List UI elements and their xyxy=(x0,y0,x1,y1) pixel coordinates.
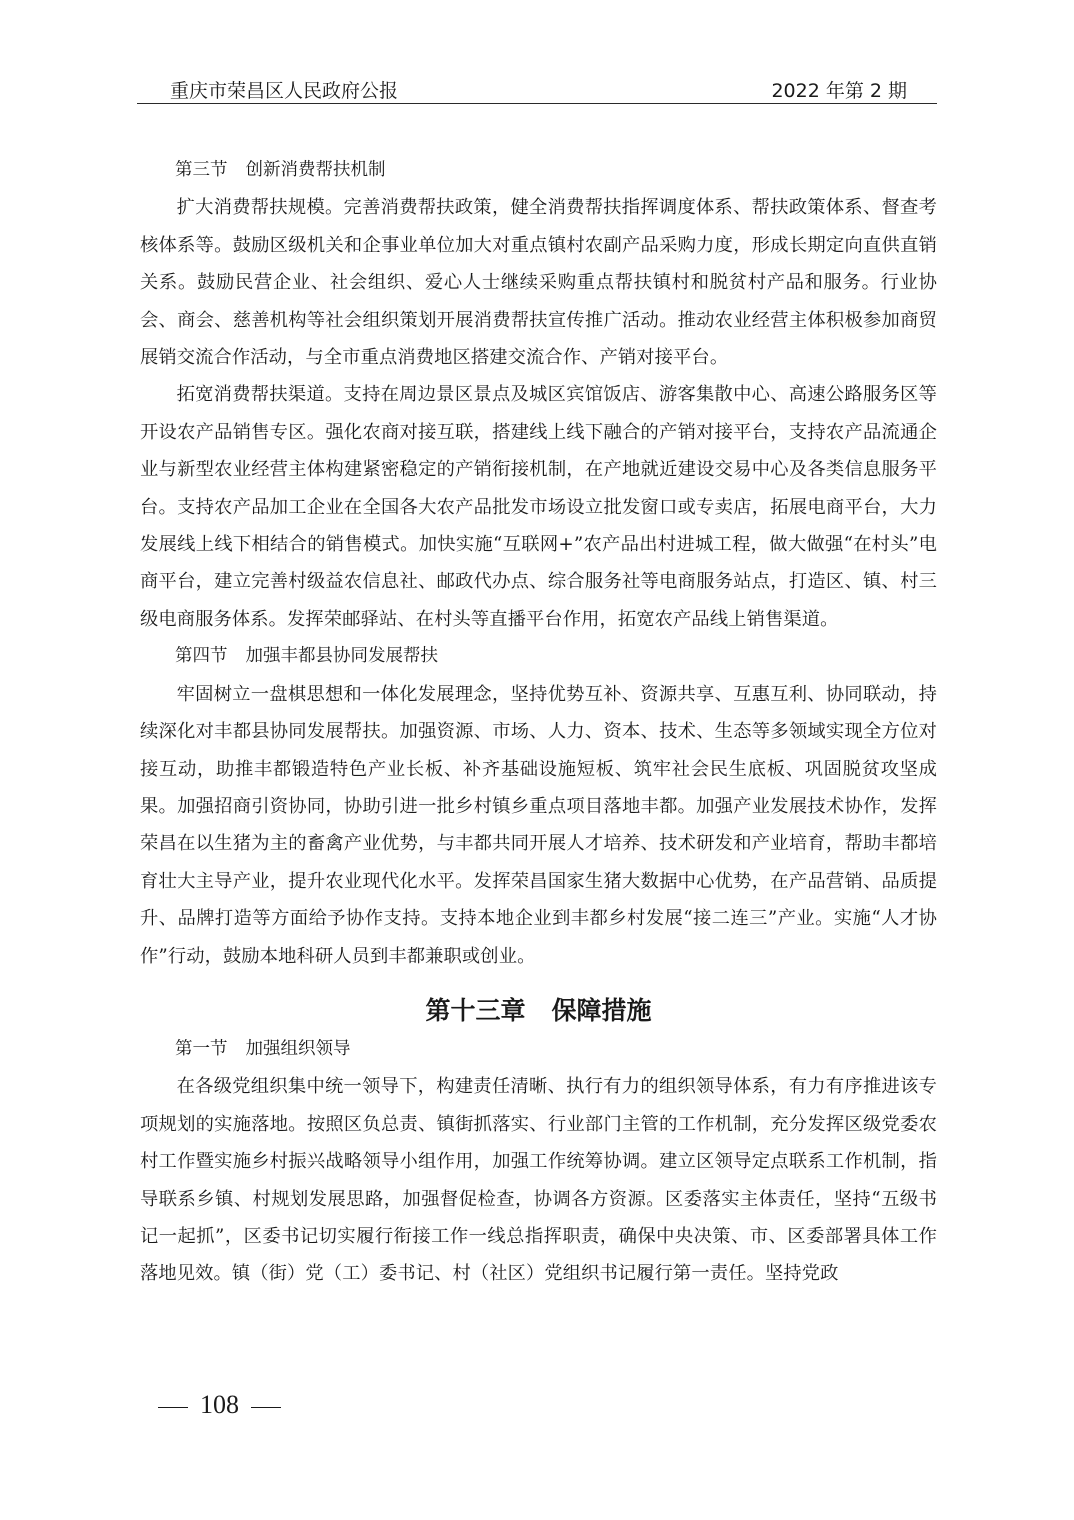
section-heading-4 xyxy=(140,638,937,675)
paragraph: 在各级党组织集中统一领导下，构建责任清晰、执行有力的组织领导体系，有力有序推进该专项规划的实施落地。按照区负总责、镇街抓落实、行业部门主管的工作机制，充分发挥区级党委农村工作暨实施乡村振兴战略领导小组作用，加强工作统筹协调。建立区领导定点联系工作机制，指导联系乡镇、村规划发展思路，加强督促检查，协调各方资源。区委落实主体责任，坚持“五级书记一起抓”，区委书记切实履行衔接工作一线总指挥职责，确保中央决策、市、区委部署具体工作落地见效。镇（街）党（工）委书记、村（社区）党组织书记履行第一责任。坚持党政 xyxy=(140,1076,937,1285)
page-number: 108 xyxy=(200,1390,239,1419)
section-label: 第三节 xyxy=(175,160,228,180)
section-heading-3 xyxy=(140,152,937,189)
section-label: 第四节 xyxy=(175,646,228,667)
page-header xyxy=(137,76,937,104)
header-divider xyxy=(137,103,937,104)
chapter-label: 第十三章 xyxy=(425,995,526,1025)
footer-dash-left xyxy=(158,1407,188,1408)
page-body xyxy=(140,152,937,1293)
section-title: 创新消费帮扶机制 xyxy=(245,160,386,180)
section-title: 加强丰都县协同发展帮扶 xyxy=(245,646,438,667)
paragraph: 牢固树立一盘棋思想和一体化发展理念，坚持优势互补、资源共享、互惠互利、协同联动，持续深化对丰都县协同发展帮扶。加强资源、市场、人力、资本、技术、生态等多领域实现全方位对接互动，助推丰都锻造特色产业长板、补齐基础设施短板、筑牢社会民生底板、巩固脱贫攻坚成果。加强招商引资协同，协助引进一批乡村镇乡重点项目落地丰都。加强产业发展技术协作，发挥荣昌在以生猪为主的畜禽产业优势，与丰都共同开展人才培养、技术研发和产业培育，帮助丰都培育壮大主导产业，提升农业现代化水平。发挥荣昌国家生猪大数据中心优势，在产品营销、品质提升、品牌打造等方面给予协作支持。支持本地企业到丰都乡村发展“接二连三”产业。实施“人才协作”行动，鼓励本地科研人员到丰都兼职或创业。 xyxy=(140,683,937,967)
page-footer xyxy=(158,1390,281,1420)
chapter-heading xyxy=(140,991,937,1031)
gazette-title: 重庆市荣昌区人民政府公报 xyxy=(170,80,399,102)
footer-dash-right xyxy=(251,1407,281,1408)
chapter-title: 保障措施 xyxy=(551,995,652,1025)
issue-label: 2022 年第 2 期 xyxy=(771,80,907,102)
section-heading-1 xyxy=(140,1031,937,1068)
section-title: 加强组织领导 xyxy=(245,1038,351,1059)
section-label: 第一节 xyxy=(175,1038,228,1059)
paragraph: 扩大消费帮扶规模。完善消费帮扶政策，健全消费帮扶指挥调度体系、帮扶政策体系、督查考核体系等。鼓励区级机关和企事业单位加大对重点镇村农副产品采购力度，形成长期定向直供直销关系。鼓励民营企业、社会组织、爱心人士继续采购重点帮扶镇村和脱贫村产品和服务。行业协会、商会、慈善机构等社会组织策划开展消费帮扶宣传推广活动。推动农业经营主体积极参加商贸展销交流合作活动，与全市重点消费地区搭建交流合作、产销对接平台。 xyxy=(140,197,937,369)
paragraph: 拓宽消费帮扶渠道。支持在周边景区景点及城区宾馆饭店、游客集散中心、高速公路服务区等开设农产品销售专区。强化农商对接互联，搭建线上线下融合的产销对接平台，支持农产品流通企业与新型农业经营主体构建紧密稳定的产销衔接机制，在产地就近建设交易中心及各类信息服务平台。支持农产品加工企业在全国各大农产品批发市场设立批发窗口或专卖店，拓展电商平台，大力发展线上线下相结合的销售模式。加快实施“互联网+”农产品出村进城工程，做大做强“在村头”电商平台，建立完善村级益农信息社、邮政代办点、综合服务社等电商服务站点，打造区、镇、村三级电商服务体系。发挥荣邮驿站、在村头等直播平台作用，拓宽农产品线上销售渠道。 xyxy=(140,384,937,630)
